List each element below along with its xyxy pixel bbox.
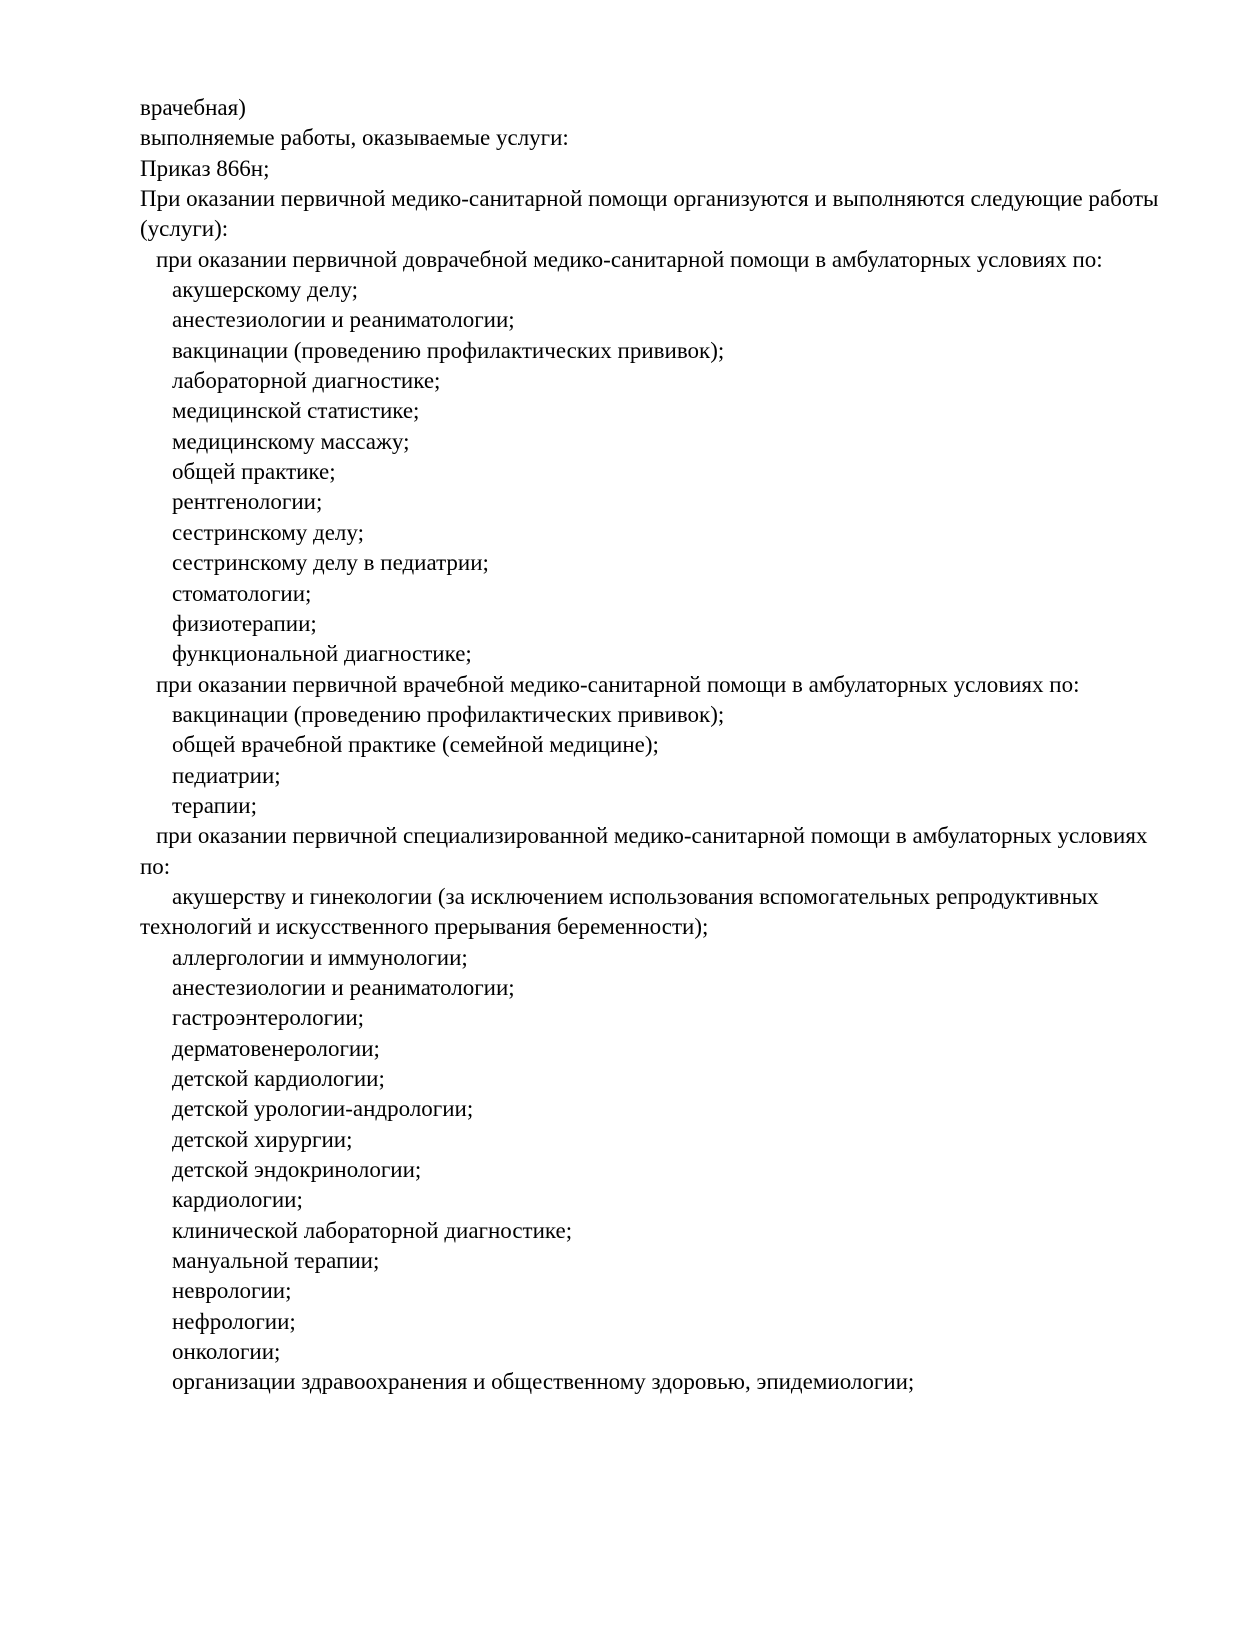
paragraph: медицинской статистике; [172, 398, 420, 424]
paragraph: акушерству и гинекологии (за исключением использования вспомогательных репродуктивных технологий и искусственного прерывания беременности); [140, 883, 1099, 940]
paragraph: вакцинации (проведению профилактических прививок); [172, 337, 725, 363]
paragraph: при оказании первичной специализированной медико-санитарной помощи в амбулаторных условиях по: [140, 823, 1148, 879]
paragraph: аллергологии и иммунологии; [172, 944, 468, 970]
paragraph: акушерскому делу; [172, 277, 359, 303]
paragraph: сестринскому делу в педиатрии; [172, 550, 489, 576]
paragraph: дерматовенерологии; [172, 1035, 380, 1061]
paragraph: медицинскому массажу; [172, 428, 410, 454]
paragraph: детской эндокринологии; [172, 1157, 422, 1183]
paragraph: детской кардиологии; [172, 1066, 385, 1091]
paragraph: детской урологии-андрологии; [172, 1096, 474, 1122]
paragraph: организации здравоохранения и общественному здоровью, эпидемиологии; [172, 1369, 915, 1395]
paragraph: терапии; [172, 792, 257, 818]
document-text-block [140, 93, 1172, 1398]
paragraph: При оказании первичной медико-санитарной помощи организуются и выполняются следующие работы (услуги): [140, 186, 1159, 242]
paragraph: Приказ 866н; [140, 155, 270, 181]
paragraph: гастроэнтерологии; [172, 1005, 365, 1031]
paragraph: кардиологии; [172, 1187, 303, 1213]
paragraph: детской хирургии; [172, 1126, 353, 1152]
paragraph: рентгенологии; [172, 489, 323, 515]
paragraph: общей практике; [172, 459, 336, 485]
paragraph: при оказании первичной врачебной медико-санитарной помощи в амбулаторных условиях по: [156, 671, 1080, 697]
paragraph: стоматологии; [172, 580, 312, 606]
paragraph: функциональной диагностике; [172, 641, 472, 667]
paragraph: анестезиологии и реаниматологии; [172, 974, 515, 1000]
paragraph: при оказании первичной доврачебной медико-санитарной помощи в амбулаторных условиях по: [156, 246, 1103, 272]
paragraph: вакцинации (проведению профилактических прививок); [172, 701, 725, 727]
paragraph: педиатрии; [172, 762, 281, 788]
paragraph: выполняемые работы, оказываемые услуги: [140, 125, 569, 151]
paragraph: сестринскому делу; [172, 519, 364, 545]
paragraph: клинической лабораторной диагностике; [172, 1217, 573, 1243]
paragraph: физиотерапии; [172, 610, 317, 636]
paragraph: мануальной терапии; [172, 1248, 380, 1274]
paragraph: врачебная) [140, 95, 246, 120]
paragraph: анестезиологии и реаниматологии; [172, 307, 515, 333]
paragraph: нефрологии; [172, 1308, 296, 1334]
paragraph: лабораторной диагностике; [172, 368, 441, 394]
paragraph: неврологии; [172, 1278, 292, 1304]
paragraph: общей врачебной практике (семейной медицине); [172, 732, 659, 758]
paragraph: онкологии; [172, 1339, 281, 1365]
